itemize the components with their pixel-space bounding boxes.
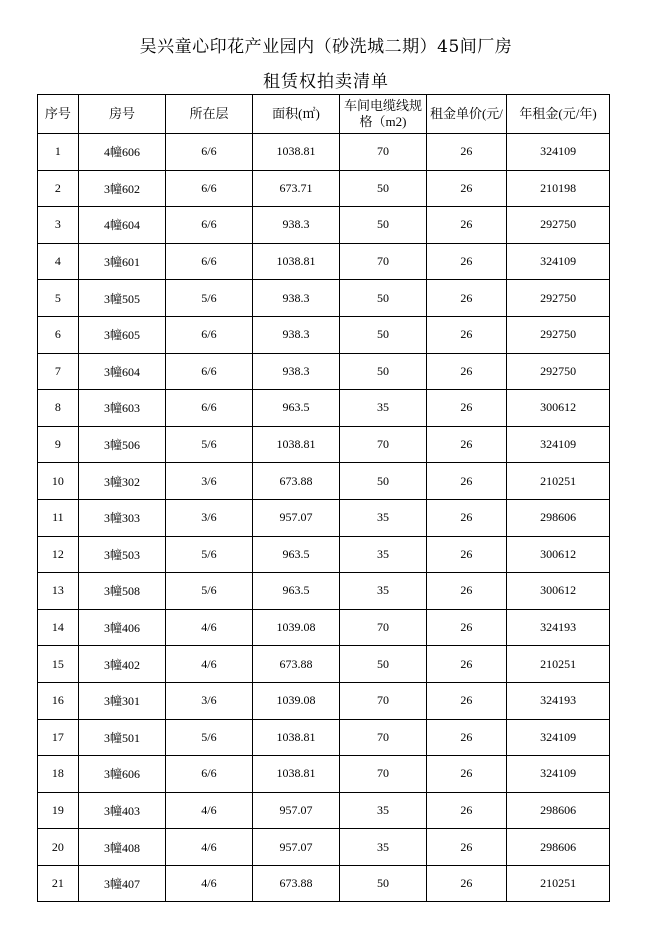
cell-annual-rent: 298606 [507, 792, 610, 829]
document-title: 吴兴童心印花产业园内（砂洗城二期）45间厂房 [139, 37, 513, 57]
cell-floor: 4/6 [166, 609, 253, 646]
cell-unit-rent: 26 [426, 682, 506, 719]
cell-index: 1 [38, 134, 79, 171]
cell-area: 673.88 [252, 646, 340, 683]
cell-floor: 4/6 [166, 865, 253, 902]
cell-area: 1038.81 [252, 243, 340, 280]
cell-annual-rent: 292750 [507, 207, 610, 244]
cell-floor: 3/6 [166, 499, 253, 536]
cell-area: 673.88 [252, 463, 340, 500]
cell-unit-rent: 26 [426, 316, 506, 353]
cell-cable-spec: 35 [340, 573, 427, 610]
cell-floor: 5/6 [166, 573, 253, 610]
cell-unit-rent: 26 [426, 792, 506, 829]
cell-floor: 4/6 [166, 646, 253, 683]
cell-cable-spec: 50 [340, 646, 427, 683]
cell-cable-spec: 50 [340, 865, 427, 902]
cell-room: 3幢508 [78, 573, 166, 610]
cell-area: 938.3 [252, 207, 340, 244]
cell-index: 10 [38, 463, 79, 500]
table-row [38, 499, 610, 536]
cell-unit-rent: 26 [426, 243, 506, 280]
table-row [38, 719, 610, 756]
cell-cable-spec: 70 [340, 134, 427, 171]
cell-area: 1038.81 [252, 134, 340, 171]
cell-floor: 6/6 [166, 390, 253, 427]
cell-unit-rent: 26 [426, 390, 506, 427]
cell-area: 957.07 [252, 829, 340, 866]
cell-room: 3幢301 [78, 682, 166, 719]
cell-annual-rent: 300612 [507, 573, 610, 610]
cell-annual-rent: 210198 [507, 170, 610, 207]
cell-floor: 5/6 [166, 719, 253, 756]
cell-cable-spec: 50 [340, 207, 427, 244]
document-subtitle: 租赁权拍卖清单 [263, 72, 389, 92]
cell-cable-spec: 35 [340, 536, 427, 573]
cell-index: 19 [38, 792, 79, 829]
cell-area: 963.5 [252, 573, 340, 610]
cell-floor: 6/6 [166, 207, 253, 244]
table-row [38, 646, 610, 683]
table-row [38, 316, 610, 353]
cell-annual-rent: 300612 [507, 536, 610, 573]
column-header-annual-rent: 年租金(元/年) [507, 95, 610, 134]
cell-annual-rent: 292750 [507, 316, 610, 353]
cell-annual-rent: 210251 [507, 463, 610, 500]
cell-room: 4幢606 [78, 134, 166, 171]
cell-annual-rent: 324109 [507, 719, 610, 756]
cell-index: 14 [38, 609, 79, 646]
cell-room: 3幢503 [78, 536, 166, 573]
cell-room: 3幢302 [78, 463, 166, 500]
cell-unit-rent: 26 [426, 609, 506, 646]
cell-unit-rent: 26 [426, 646, 506, 683]
cell-index: 11 [38, 499, 79, 536]
table-row [38, 243, 610, 280]
cell-floor: 6/6 [166, 243, 253, 280]
cell-cable-spec: 35 [340, 829, 427, 866]
cell-cable-spec: 50 [340, 316, 427, 353]
cell-cable-spec: 50 [340, 463, 427, 500]
table-row [38, 390, 610, 427]
table-row [38, 170, 610, 207]
cell-floor: 6/6 [166, 134, 253, 171]
cell-area: 1039.08 [252, 682, 340, 719]
cell-unit-rent: 26 [426, 170, 506, 207]
cell-floor: 3/6 [166, 463, 253, 500]
cell-index: 21 [38, 865, 79, 902]
cell-floor: 5/6 [166, 536, 253, 573]
cell-cable-spec: 35 [340, 499, 427, 536]
cell-room: 3幢505 [78, 280, 166, 317]
cell-area: 938.3 [252, 280, 340, 317]
cell-annual-rent: 324109 [507, 426, 610, 463]
cell-area: 957.07 [252, 792, 340, 829]
cell-index: 6 [38, 316, 79, 353]
cell-cable-spec: 70 [340, 426, 427, 463]
cell-index: 8 [38, 390, 79, 427]
cell-index: 16 [38, 682, 79, 719]
cell-area: 963.5 [252, 536, 340, 573]
cell-index: 5 [38, 280, 79, 317]
column-header-index: 序号 [38, 95, 79, 134]
cell-annual-rent: 298606 [507, 829, 610, 866]
cell-unit-rent: 26 [426, 207, 506, 244]
cell-index: 17 [38, 719, 79, 756]
cell-room: 3幢604 [78, 353, 166, 390]
cell-room: 3幢303 [78, 499, 166, 536]
cell-area: 957.07 [252, 499, 340, 536]
cell-area: 673.88 [252, 865, 340, 902]
cell-room: 3幢506 [78, 426, 166, 463]
cell-cable-spec: 70 [340, 756, 427, 793]
column-header-cable-spec: 车间电缆线规格（m2) [340, 95, 427, 134]
cell-area: 963.5 [252, 390, 340, 427]
table-body [38, 134, 610, 902]
table-row [38, 756, 610, 793]
cell-area: 673.71 [252, 170, 340, 207]
cell-area: 938.3 [252, 316, 340, 353]
column-header-area: 面积(㎡) [252, 95, 340, 134]
cell-room: 3幢406 [78, 609, 166, 646]
table-row [38, 829, 610, 866]
table-row [38, 353, 610, 390]
cell-annual-rent: 210251 [507, 865, 610, 902]
table-row [38, 207, 610, 244]
cell-annual-rent: 292750 [507, 280, 610, 317]
cell-unit-rent: 26 [426, 719, 506, 756]
cell-floor: 4/6 [166, 829, 253, 866]
column-header-floor: 所在层 [166, 95, 253, 134]
cell-index: 15 [38, 646, 79, 683]
cell-room: 3幢605 [78, 316, 166, 353]
table-row [38, 865, 610, 902]
cell-unit-rent: 26 [426, 829, 506, 866]
cell-index: 9 [38, 426, 79, 463]
cell-floor: 5/6 [166, 426, 253, 463]
cell-floor: 6/6 [166, 353, 253, 390]
cell-index: 18 [38, 756, 79, 793]
cell-annual-rent: 324109 [507, 134, 610, 171]
cell-annual-rent: 324109 [507, 756, 610, 793]
cell-room: 3幢407 [78, 865, 166, 902]
table-row [38, 280, 610, 317]
cell-room: 4幢604 [78, 207, 166, 244]
cell-cable-spec: 70 [340, 609, 427, 646]
table-row [38, 682, 610, 719]
cell-cable-spec: 50 [340, 353, 427, 390]
cell-annual-rent: 324193 [507, 609, 610, 646]
cell-index: 7 [38, 353, 79, 390]
cell-area: 938.3 [252, 353, 340, 390]
cell-floor: 6/6 [166, 756, 253, 793]
table-header-row [38, 95, 610, 134]
cell-floor: 6/6 [166, 316, 253, 353]
cell-room: 3幢601 [78, 243, 166, 280]
table-row [38, 134, 610, 171]
cell-annual-rent: 324109 [507, 243, 610, 280]
cell-cable-spec: 35 [340, 390, 427, 427]
cell-room: 3幢403 [78, 792, 166, 829]
cell-annual-rent: 298606 [507, 499, 610, 536]
cell-unit-rent: 26 [426, 756, 506, 793]
table-row [38, 609, 610, 646]
cell-index: 4 [38, 243, 79, 280]
cell-unit-rent: 26 [426, 573, 506, 610]
cell-annual-rent: 324193 [507, 682, 610, 719]
cell-unit-rent: 26 [426, 134, 506, 171]
cell-unit-rent: 26 [426, 426, 506, 463]
rental-auction-table [37, 94, 610, 902]
table-row [38, 573, 610, 610]
cell-index: 3 [38, 207, 79, 244]
table-row [38, 536, 610, 573]
cell-area: 1038.81 [252, 756, 340, 793]
cell-room: 3幢408 [78, 829, 166, 866]
cell-index: 13 [38, 573, 79, 610]
cell-room: 3幢501 [78, 719, 166, 756]
column-header-room: 房号 [78, 95, 166, 134]
cell-annual-rent: 210251 [507, 646, 610, 683]
cell-room: 3幢603 [78, 390, 166, 427]
cell-index: 2 [38, 170, 79, 207]
cell-area: 1038.81 [252, 719, 340, 756]
cell-index: 12 [38, 536, 79, 573]
cell-room: 3幢402 [78, 646, 166, 683]
cell-floor: 3/6 [166, 682, 253, 719]
column-header-unit-rent: 租金单价(元/ [426, 95, 506, 134]
cell-cable-spec: 70 [340, 682, 427, 719]
cell-cable-spec: 70 [340, 719, 427, 756]
cell-cable-spec: 35 [340, 792, 427, 829]
cell-annual-rent: 300612 [507, 390, 610, 427]
cell-cable-spec: 50 [340, 170, 427, 207]
table-row [38, 792, 610, 829]
cell-room: 3幢602 [78, 170, 166, 207]
cell-cable-spec: 50 [340, 280, 427, 317]
cell-floor: 6/6 [166, 170, 253, 207]
cell-unit-rent: 26 [426, 353, 506, 390]
cell-floor: 4/6 [166, 792, 253, 829]
cell-area: 1039.08 [252, 609, 340, 646]
cell-annual-rent: 292750 [507, 353, 610, 390]
table-row [38, 426, 610, 463]
cell-unit-rent: 26 [426, 463, 506, 500]
cell-unit-rent: 26 [426, 280, 506, 317]
cell-area: 1038.81 [252, 426, 340, 463]
cell-room: 3幢606 [78, 756, 166, 793]
cell-unit-rent: 26 [426, 536, 506, 573]
cell-index: 20 [38, 829, 79, 866]
cell-cable-spec: 70 [340, 243, 427, 280]
cell-unit-rent: 26 [426, 499, 506, 536]
cell-floor: 5/6 [166, 280, 253, 317]
cell-unit-rent: 26 [426, 865, 506, 902]
table-row [38, 463, 610, 500]
